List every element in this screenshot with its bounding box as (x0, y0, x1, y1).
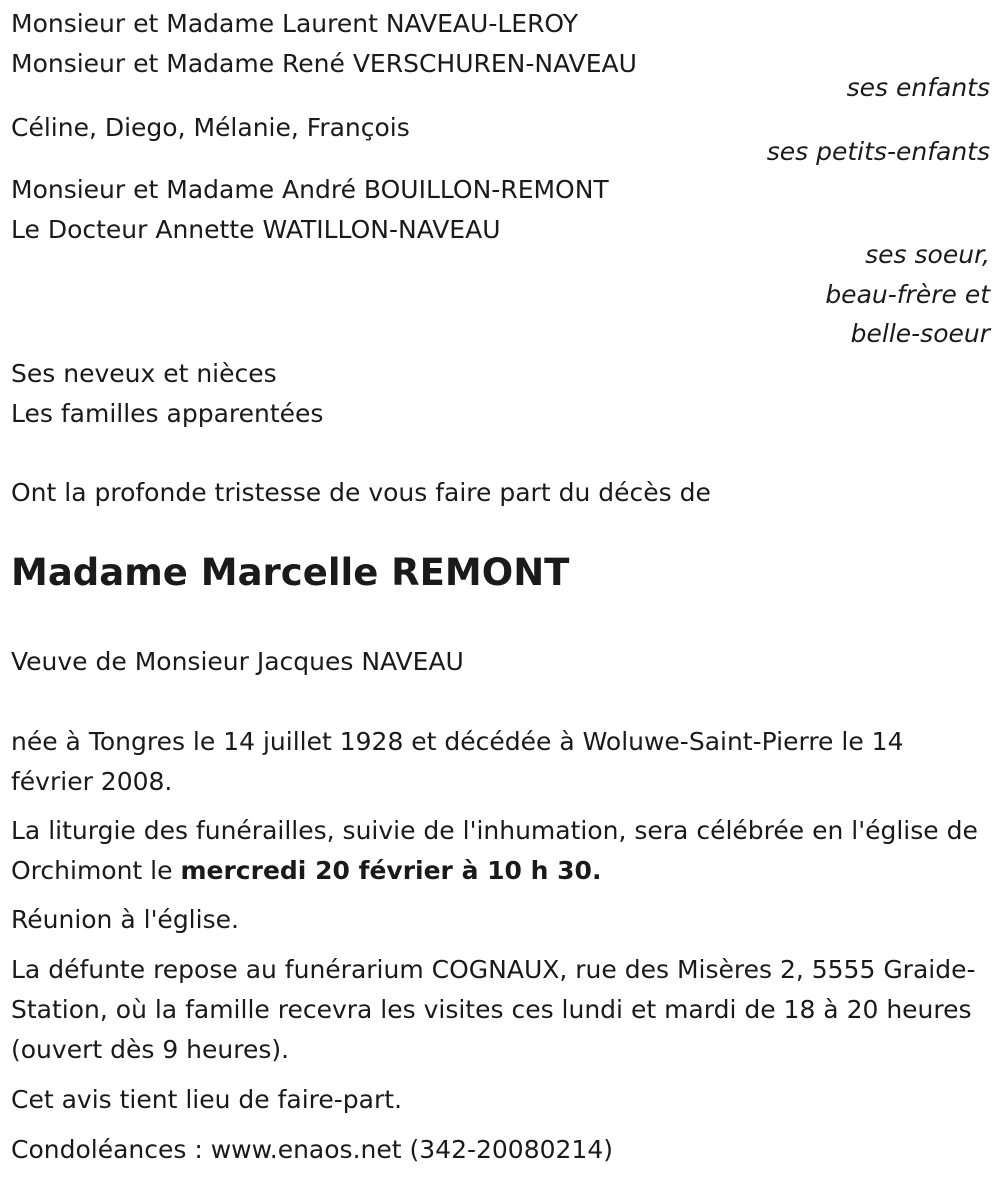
grandchildren-role: ses petits-enfants (766, 137, 990, 166)
birth-death-paragraph: née à Tongres le 14 juillet 1928 et décédée à Woluwe-Saint-Pierre le 14 février 2008. (11, 727, 904, 796)
sibling-line-1: Monsieur et Madame André BOUILLON-REMONT (11, 175, 609, 204)
sibling-line-2: Le Docteur Annette WATILLON-NAVEAU (11, 215, 501, 244)
liturgy-date-time: mercredi 20 février à 10 h 30. (180, 856, 602, 885)
widow-of-text: Veuve de Monsieur Jacques NAVEAU (11, 647, 464, 676)
announcement-text: Ont la profonde tristesse de vous faire part du décès de (11, 478, 711, 507)
siblings-role-line-1: ses soeur, (865, 240, 990, 269)
others-line-1: Ses neveux et nièces (11, 359, 277, 388)
reunion-text: Réunion à l'église. (11, 905, 239, 934)
child-line-1: Monsieur et Madame Laurent NAVEAU-LEROY (11, 9, 579, 38)
liturgy-text: La liturgie des funérailles, suivie de l'inhumation, sera célébrée en l'église de Orchimont le (11, 816, 978, 885)
siblings-role-line-2: beau-frère et (825, 280, 990, 309)
grandchildren-line: Céline, Diego, Mélanie, François (11, 113, 410, 142)
funerarium-paragraph: La défunte repose au funérarium COGNAUX, rue des Misères 2, 5555 Graide-Station, où la famille recevra les visites ces lundi et mardi de 18 à 20 heures (ouvert dès 9 heures). (11, 955, 976, 1064)
siblings-role-line-3: belle-soeur (850, 319, 990, 348)
notice-text: Cet avis tient lieu de faire-part. (11, 1085, 403, 1114)
deceased-name: Madame Marcelle REMONT (11, 551, 570, 594)
others-line-2: Les familles apparentées (11, 399, 324, 428)
liturgy-paragraph (11, 811, 986, 891)
condolences-text: Condoléances : www.enaos.net (342-20080214) (11, 1135, 613, 1164)
child-line-2: Monsieur et Madame René VERSCHUREN-NAVEAU (11, 49, 637, 78)
children-role: ses enfants (846, 73, 990, 102)
